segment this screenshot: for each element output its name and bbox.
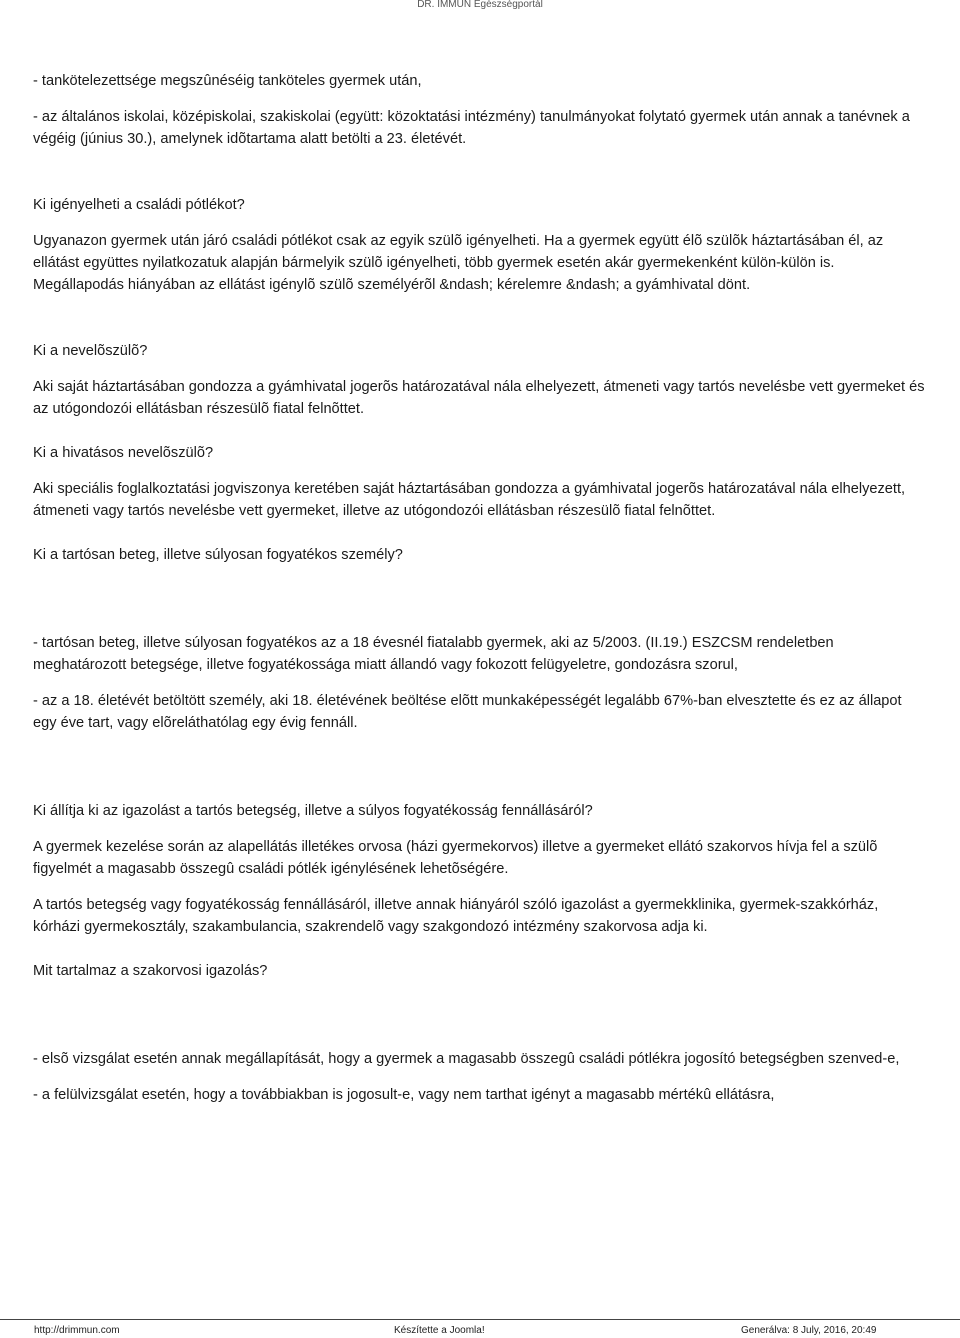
- list-item: - az a 18. életévét betöltött személy, aki 18. életévének beöltése elõtt munkaképességét legalább 67%-ban elvesztette és ez az állapot egy éve tart, vagy elõreláthatólag egy évig fennáll.: [33, 693, 902, 731]
- list-item: - az általános iskolai, középiskolai, szakiskolai (együtt: közoktatási intézmény) tanulmányokat folytató gyermek után annak a tanévnek a végéig (június 30.), amelynek idõtartama alatt betölti a 23. életévét.: [33, 109, 910, 147]
- section-heading: Ki a hivatásos nevelõszülõ?: [33, 445, 214, 461]
- paragraph: Aki speciális foglalkoztatási jogviszonya keretében saját háztartásában gondozza a gyámhivatal jogerõs határozatával nála elhelyezett, átmeneti vagy tartós nevelésbe vett gyermeket, illetve az utógondozói ellátásban részesülõ fiatal felnõttet.: [33, 481, 906, 519]
- section-heading: Ki igényelheti a családi pótlékot?: [33, 197, 245, 213]
- section-heading: Mit tartalmaz a szakorvosi igazolás?: [33, 963, 268, 979]
- footer-credit: Készítette a Joomla!: [394, 1325, 485, 1336]
- page-header: [0, 0, 960, 14]
- site-title: DR. IMMUN Egészségportál: [417, 0, 543, 10]
- list-item: - tankötelezettsége megszûnéséig tanköteles gyermek után,: [33, 73, 422, 89]
- footer-url: http://drimmun.com: [34, 1325, 120, 1336]
- paragraph: A gyermek kezelése során az alapellátás illetékes orvosa (házi gyermekorvos) illetve a gyermeket ellátó szakorvos hívja fel a szülõ figyelmét a magasabb összegû családi pótlék igénylésének lehetõségére.: [33, 839, 878, 877]
- paragraph: Aki saját háztartásában gondozza a gyámhivatal jogerõs határozatával nála elhelyezett, átmeneti vagy tartós nevelésbe vett gyermeket és az utógondozói ellátásban részesülõ fiatal felnõttet.: [33, 379, 925, 417]
- list-item: - tartósan beteg, illetve súlyosan fogyatékos az a 18 évesnél fiatalabb gyermek, aki az 5/2003. (II.19.) ESZCSM rendeletben meghatározott betegsége, illetve fogyatékossága miatt állandó vagy fokozott felügyeletre, gondozásra szorul,: [33, 635, 834, 673]
- section-heading: Ki a nevelõszülõ?: [33, 343, 148, 359]
- paragraph: Ugyanazon gyermek után járó családi pótlékot csak az egyik szülõ igényelheti. Ha a gyermek együtt élõ szülõk háztartásában él, az ellátást együttes nyilatkozatuk alapján bármelyik szülõ igényelheti, több gyermek esetén akár gyermekenként külön-külön is. Megállapodás hiányában az ellátást igénylõ szülõ személyérõl &ndash; kérelemre &ndash; a gyámhivatal dönt.: [33, 233, 884, 293]
- list-item: - a felülvizsgálat esetén, hogy a továbbiakban is jogosult-e, vagy nem tarthat igényt a magasabb mértékû ellátásra,: [33, 1087, 775, 1103]
- list-item: - elsõ vizsgálat esetén annak megállapítását, hogy a gyermek a magasabb összegû családi pótlékra jogosító betegségben szenved-e,: [33, 1051, 900, 1067]
- page-footer: [0, 1319, 960, 1338]
- section-heading: Ki állítja ki az igazolást a tartós betegség, illetve a súlyos fogyatékosság fennállásáról?: [33, 803, 593, 819]
- footer-generated: Generálva: 8 July, 2016, 20:49: [741, 1325, 877, 1336]
- section-heading: Ki a tartósan beteg, illetve súlyosan fogyatékos személy?: [33, 547, 403, 563]
- article-body: [33, 70, 928, 1106]
- paragraph: A tartós betegség vagy fogyatékosság fennállásáról, illetve annak hiányáról szóló igazolást a gyermekklinika, gyermek-szakkórház, kórházi gyermekosztály, szakambulancia, szakrendelõ vagy szakgondozó intézmény szakorvosa adja ki.: [33, 897, 879, 935]
